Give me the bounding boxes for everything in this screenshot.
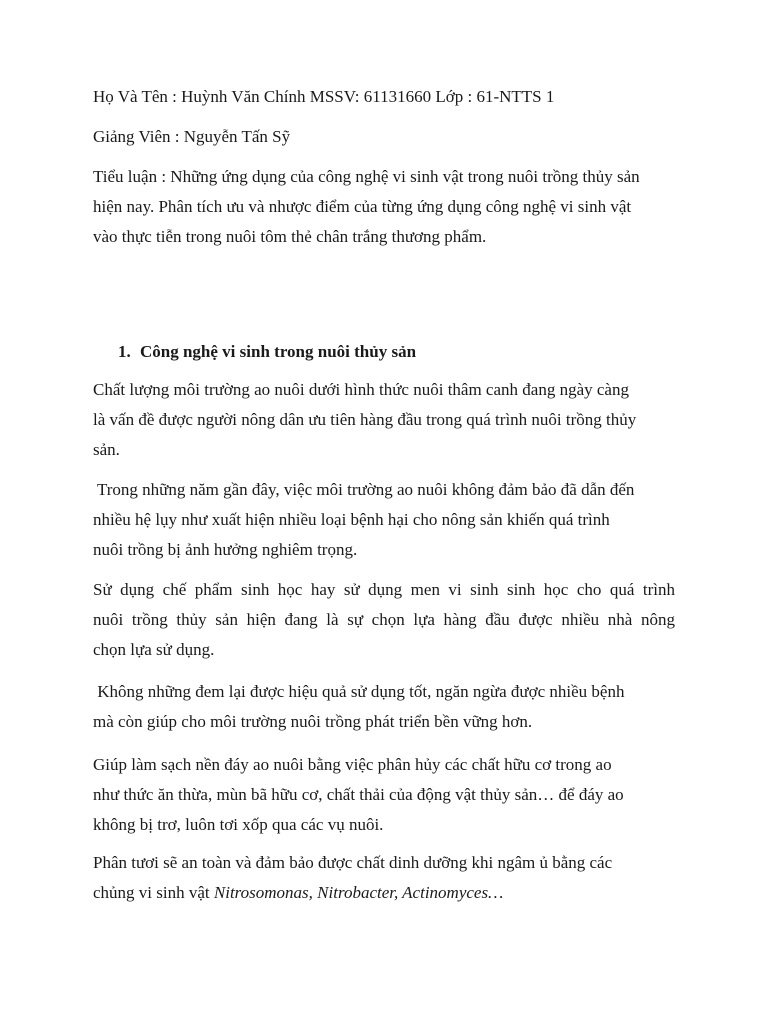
paragraph-1-line-3: sản. — [93, 440, 120, 459]
section-number: 1. — [118, 342, 131, 361]
student-info-line: Họ Và Tên : Huỳnh Văn Chính MSSV: 61131660 Lớp : 61-NTTS 1 — [93, 87, 555, 106]
paragraph-3-line-3: chọn lựa sử dụng. — [93, 640, 215, 659]
essay-title-line-2: hiện nay. Phân tích ưu và nhược điểm của từng ứng dụng công nghệ vi sinh vật — [93, 197, 632, 216]
paragraph-2-line-1: Trong những năm gần đây, việc môi trường ao nuôi không đảm bảo đã dẫn đến — [93, 480, 635, 499]
essay-title-line-1: Tiểu luận : Những ứng dụng của công nghệ vi sinh vật trong nuôi trồng thủy sản — [93, 167, 640, 186]
paragraph-5-line-1: Giúp làm sạch nền đáy ao nuôi bằng việc phân hủy các chất hữu cơ trong ao — [93, 755, 612, 774]
paragraph-2-line-3: nuôi trồng bị ảnh hưởng nghiêm trọng. — [93, 540, 358, 559]
paragraph-3-line-1: Sử dụng chế phẩm sinh học hay sử dụng men vi sinh sinh học cho quá trình — [93, 580, 675, 599]
paragraph-6-line-1: Phân tươi sẽ an toàn và đảm bảo được chất dinh dưỡng khi ngâm ủ bằng các — [93, 853, 613, 872]
essay-title-line-3: vào thực tiễn trong nuôi tôm thẻ chân trắng thương phẩm. — [93, 227, 487, 246]
teacher-line: Giảng Viên : Nguyễn Tấn Sỹ — [93, 127, 291, 146]
paragraph-1-line-2: là vấn đề được người nông dân ưu tiên hàng đầu trong quá trình nuôi trồng thủy — [93, 410, 637, 429]
paragraph-5-line-3: không bị trơ, luôn tơi xốp qua các vụ nuôi. — [93, 815, 384, 834]
paragraph-1-line-1: Chất lượng môi trường ao nuôi dưới hình thức nuôi thâm canh đang ngày càng — [93, 380, 629, 399]
paragraph-6-line-2 — [93, 878, 503, 908]
paragraph-3-line-2: nuôi trồng thủy sản hiện đang là sự chọn lựa hàng đầu được nhiều nhà nông — [93, 610, 675, 629]
section-heading — [118, 337, 416, 367]
section-title: Công nghệ vi sinh trong nuôi thủy sản — [140, 342, 417, 361]
species-names: Nitrosomonas, Nitrobacter, Actinomyces… — [213, 883, 504, 902]
paragraph-5-line-2: như thức ăn thừa, mùn bã hữu cơ, chất thải của động vật thủy sản… để đáy ao — [93, 785, 624, 804]
paragraph-6-line-2-text: chủng vi sinh vật — [93, 883, 214, 902]
paragraph-2-line-2: nhiều hệ lụy như xuất hiện nhiều loại bệnh hại cho nông sản khiến quá trình — [93, 510, 610, 529]
paragraph-4-line-1: Không những đem lại được hiệu quả sử dụng tốt, ngăn ngừa được nhiều bệnh — [93, 682, 625, 701]
paragraph-4-line-2: mà còn giúp cho môi trường nuôi trồng phát triển bền vững hơn. — [93, 712, 533, 731]
